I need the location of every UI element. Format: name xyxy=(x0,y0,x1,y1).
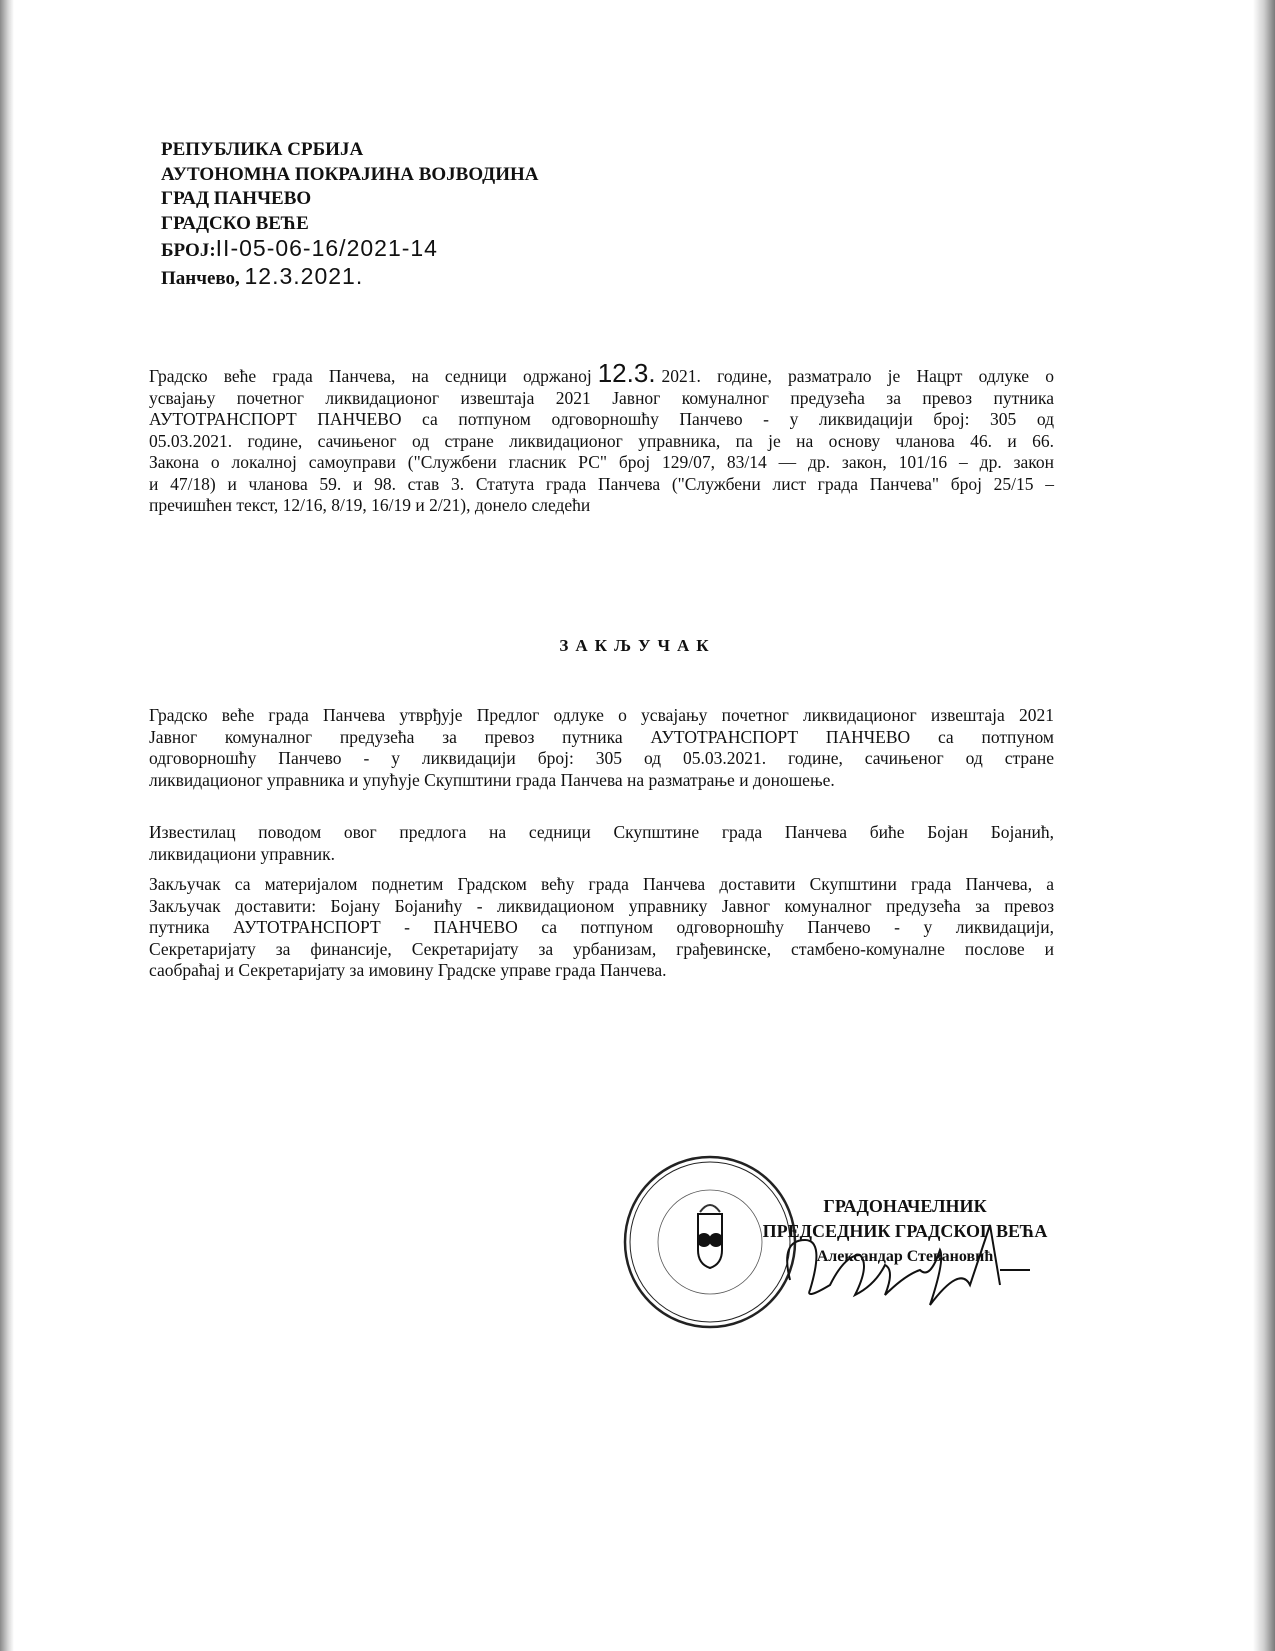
header-line: АУТОНОМНА ПОКРАЈИНА ВОЈВОДИНА xyxy=(161,163,539,185)
handwritten-session-date: 12.3. xyxy=(597,358,656,388)
handwritten-date: 12.3.2021. xyxy=(244,262,364,289)
conclusion-paragraph-3: Закључак са материјалом поднетим Градском већу града Панчева доставити Скупштини града Панчева, а Закључак доставити: Бојану Бојанићу - ликвидационом управнику Јавног комуналног предузећа за превоз путника АУТОТРАНСПОРТ - ПАНЧЕВО са потпуном одговорношћу Панчево - у ликвидацији, Секретаријату за финансије, Секретаријату за урбанизам, грађевинске, стамбено-комуналне послове и саобраћај и Секретаријату за имовину Градске управе града Панчева. xyxy=(149,874,1054,980)
scan-edge-left xyxy=(0,0,14,1651)
document-number: БРОЈ:II-05-06-16/2021-14 xyxy=(161,235,438,261)
header-line: РЕПУБЛИКА СРБИЈА xyxy=(161,139,364,160)
conclusion-paragraph-1: Градско веће града Панчева утврђује Предлог одлуке о усвајању почетног ликвидационог извештаја 2021 Јавног комуналног предузећа за превоз путника АУТОТРАНСПОРТ ПАНЧЕВО са потпуном одговорношћу Панчево - у ликвидацији број: 305 од 05.03.2021. године, сачињеног од стране ликвидационог управника и упућује Скупштини града Панчева на разматрање и доношење. xyxy=(149,705,1054,790)
preamble-paragraph: Градско веће града Панчева, на седници одржаној 12.3. 2021. године, разматрало је Нацрт одлуке о усвајању почетног ликвидационог извештаја 2021 Јавног комуналног предузећа за превоз путника АУТОТРАНСПОРТ ПАНЧЕВО са потпуном одговорношћу Панчево - у ликвидацији број: 305 од 05.03.2021. године, сачињеног од стране ликвидационог управника, па је на основу чланова 46. и 66. Закона о локалној самоуправи ("Службени гласник РС" број 129/07, 83/14 — др. закон, 101/16 – др. закон и 47/18) и чланова 59. и 98. став 3. Статута града Панчева ("Службени лист града Панчева" број 25/15 – пречишћен текст, 12/16, 8/19, 16/19 и 2/21), донело следећи xyxy=(149,358,1054,515)
document-header xyxy=(161,138,539,291)
signatory-position: ПРЕДСЕДНИК ГРАДСКОГ ВЕЋА xyxy=(762,1221,1048,1241)
document-title: ЗАКЉУЧАК xyxy=(559,636,716,655)
header-line: ГРАД ПАНЧЕВО xyxy=(161,188,312,209)
handwritten-number: II-05-06-16/2021-14 xyxy=(215,235,438,261)
header-line: ГРАДСКО ВЕЋЕ xyxy=(161,212,309,234)
signatory-title: ГРАДОНАЧЕЛНИК xyxy=(823,1196,987,1216)
conclusion-paragraph-2: Известилац поводом овог предлога на седници Скупштине града Панчева биће Бојан Бојанић, ликвидациони управник. xyxy=(149,822,1054,864)
document-place-date: Панчево, 12.3.2021. xyxy=(161,262,364,289)
signature-block xyxy=(740,1194,1070,1269)
signatory-name: Александар Стевановић xyxy=(816,1248,994,1265)
scan-edge-right xyxy=(1253,0,1275,1651)
